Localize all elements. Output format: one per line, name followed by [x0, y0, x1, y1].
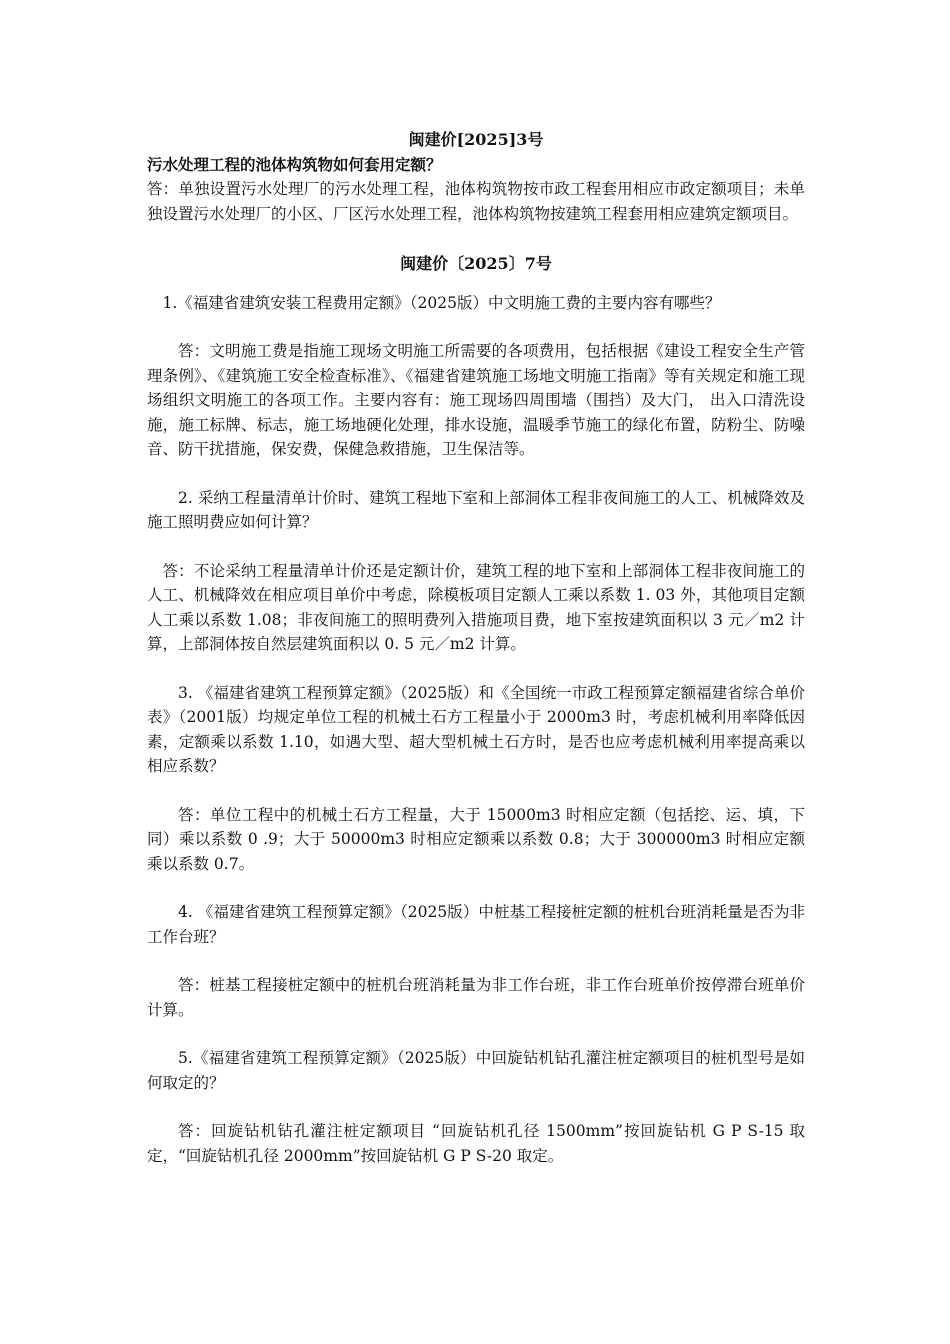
question-1: 1.《福建省建筑安装工程费用定额》（2025版）中文明施工费的主要内容有哪些？	[162, 293, 721, 312]
question-0: 污水处理工程的池体构筑物如何套用定额？	[147, 154, 442, 174]
answer-3: 答：单位工程中的机械土石方工程量，大于 15000m3 时相应定额（包括挖、运、填，下同）乘以系数 0 .9；大于 50000m3 时相应定额乘以系数 0.8；大于 300000m3 时相应定额乘以系数 0.7。	[147, 805, 805, 873]
answer-5: 答：回旋钻机钻孔灌注桩定额项目 “回旋钻机孔径 1500mm”按回旋钻机 G P S-15 取定，“回旋钻机孔径 2000mm”按回旋钻机 G P S-20 取定。	[147, 1122, 805, 1165]
question-5: 5.《福建省建筑工程预算定额》（2025版）中回旋钻机钻孔灌注桩定额项目的桩机型号是如何取定的？	[147, 1049, 805, 1092]
section-title-1: 闽建价[2025]3号	[408, 130, 544, 149]
answer-0: 答：单独设置污水处理厂的污水处理工程，池体构筑物按市政工程套用相应市政定额项目；未单独设置污水处理厂的小区、厂区污水处理工程，池体构筑物按建筑工程套用相应建筑定额项目。	[147, 180, 805, 223]
answer-4: 答：桩基工程接桩定额中的桩机台班消耗量为非工作台班，非工作台班单价按停滞台班单价计算。	[147, 976, 805, 1019]
answer-1: 答：文明施工费是指施工现场文明施工所需要的各项费用，包括根据《建设工程安全生产管理条例》、《建筑施工安全检查标准》、《福建省建筑施工场地文明施工指南》等有关规定和施工现场组织文明施工的各项工作。主要内容有：施工现场四周围墙（围挡）及大门， 出入口清洗设施，施工标牌、标志，施工场地硬化处理，排水设施，温暖季节施工的绿化布置，防粉尘、防噪音、防干扰措施，保安费，保健急救措施，卫生保洁等。	[147, 342, 805, 458]
answer-2: 答：不论采纳工程量清单计价还是定额计价，建筑工程的地下室和上部洞体工程非夜间施工的人工、机械降效在相应项目单价中考虑，除模板项目定额人工乘以系数 1. 03 外，其他项目定额人工乘以系数 1.08；非夜间施工的照明费列入措施项目费，地下室按建筑面积以 3 元／m2 计算，上部洞体按自然层建筑面积以 0. 5 元／m2 计算。	[147, 561, 805, 653]
document-page	[147, 120, 805, 1168]
question-2: 2. 采纳工程量清单计价时、建筑工程地下室和上部洞体工程非夜间施工的人工、机械降效及施工照明费应如何计算？	[147, 488, 805, 531]
section-title-2: 闽建价〔2025〕7号	[400, 254, 552, 273]
question-4: 4. 《福建省建筑工程预算定额》（2025版）中桩基工程接桩定额的桩机台班消耗量是否为非工作台班？	[147, 903, 805, 946]
question-3: 3. 《福建省建筑工程预算定额》（2025版）和《全国统一市政工程预算定额福建省综合单价表》（2001版）均规定单位工程的机械土石方工程量小于 2000m3 时，考虑机械利用率降低因素，定额乘以系数 1.10，如遇大型、超大型机械土石方时，是否也应考虑机械利用率提高乘以相应系数？	[147, 683, 805, 775]
